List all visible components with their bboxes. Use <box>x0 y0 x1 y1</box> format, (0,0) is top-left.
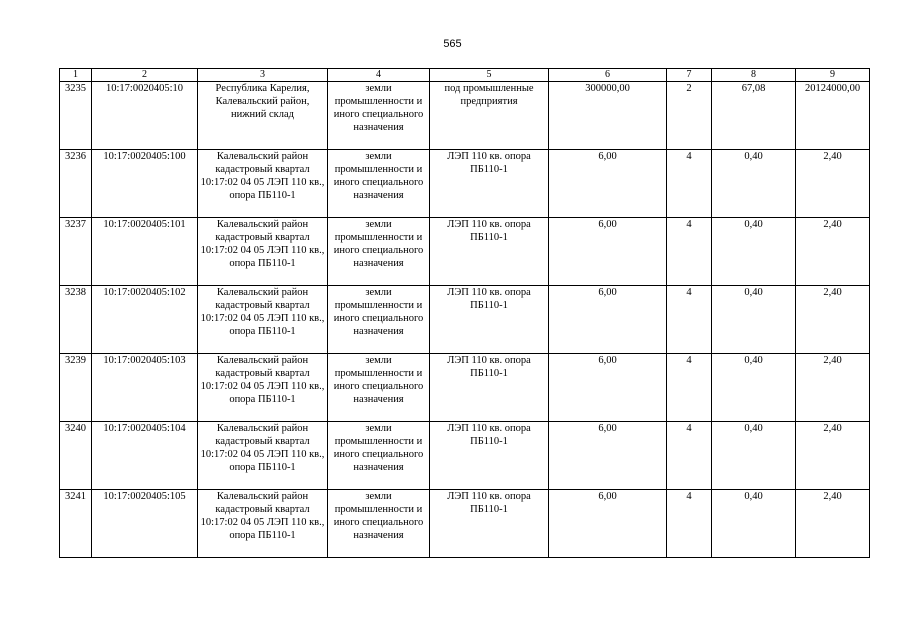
row-number-cell: 3241 <box>60 490 92 558</box>
permitted-use-cell: ЛЭП 110 кв. опора ПБ110-1 <box>430 218 549 286</box>
permitted-use-cell: ЛЭП 110 кв. опора ПБ110-1 <box>430 490 549 558</box>
location-cell: Республика Карелия, Калевальский район, нижний склад <box>198 82 328 150</box>
group-cell: 4 <box>667 354 712 422</box>
land-category-cell: земли промышленности и иного специального назначения <box>328 218 430 286</box>
area-cell: 6,00 <box>549 218 667 286</box>
cadastral-number-cell: 10:17:0020405:105 <box>92 490 198 558</box>
location-cell: Калевальский район кадастровый квартал 10:17:02 04 05 ЛЭП 110 кв., опора ПБ110-1 <box>198 218 328 286</box>
area-cell: 6,00 <box>549 286 667 354</box>
table-row <box>60 490 870 558</box>
cadastral-number-cell: 10:17:0020405:102 <box>92 286 198 354</box>
specific-value-cell: 0,40 <box>712 490 796 558</box>
row-number-cell: 3236 <box>60 150 92 218</box>
cadastral-number-cell: 10:17:0020405:103 <box>92 354 198 422</box>
row-number-cell: 3240 <box>60 422 92 490</box>
table-row <box>60 286 870 354</box>
specific-value-cell: 67,08 <box>712 82 796 150</box>
group-cell: 4 <box>667 150 712 218</box>
cadastral-value-cell: 2,40 <box>796 286 870 354</box>
cadastral-number-cell: 10:17:0020405:101 <box>92 218 198 286</box>
header-cell: 9 <box>796 69 870 82</box>
header-cell: 6 <box>549 69 667 82</box>
header-cell: 3 <box>198 69 328 82</box>
group-cell: 4 <box>667 218 712 286</box>
location-cell: Калевальский район кадастровый квартал 10:17:02 04 05 ЛЭП 110 кв., опора ПБ110-1 <box>198 490 328 558</box>
area-cell: 6,00 <box>549 354 667 422</box>
header-cell: 8 <box>712 69 796 82</box>
header-cell: 7 <box>667 69 712 82</box>
area-cell: 6,00 <box>549 422 667 490</box>
cadastral-value-cell: 2,40 <box>796 218 870 286</box>
land-category-cell: земли промышленности и иного специального назначения <box>328 286 430 354</box>
table-row <box>60 82 870 150</box>
group-cell: 4 <box>667 286 712 354</box>
permitted-use-cell: ЛЭП 110 кв. опора ПБ110-1 <box>430 422 549 490</box>
specific-value-cell: 0,40 <box>712 150 796 218</box>
group-cell: 4 <box>667 490 712 558</box>
specific-value-cell: 0,40 <box>712 422 796 490</box>
header-cell: 4 <box>328 69 430 82</box>
header-cell: 1 <box>60 69 92 82</box>
page-number: 565 <box>443 38 462 50</box>
area-cell: 300000,00 <box>549 82 667 150</box>
cadastral-value-cell: 20124000,00 <box>796 82 870 150</box>
table-row <box>60 422 870 490</box>
specific-value-cell: 0,40 <box>712 218 796 286</box>
land-category-cell: земли промышленности и иного специального назначения <box>328 82 430 150</box>
land-registry-table <box>59 68 870 558</box>
row-number-cell: 3235 <box>60 82 92 150</box>
permitted-use-cell: ЛЭП 110 кв. опора ПБ110-1 <box>430 150 549 218</box>
location-cell: Калевальский район кадастровый квартал 10:17:02 04 05 ЛЭП 110 кв., опора ПБ110-1 <box>198 354 328 422</box>
group-cell: 2 <box>667 82 712 150</box>
header-cell: 2 <box>92 69 198 82</box>
permitted-use-cell: ЛЭП 110 кв. опора ПБ110-1 <box>430 286 549 354</box>
cadastral-number-cell: 10:17:0020405:10 <box>92 82 198 150</box>
location-cell: Калевальский район кадастровый квартал 10:17:02 04 05 ЛЭП 110 кв., опора ПБ110-1 <box>198 150 328 218</box>
land-category-cell: земли промышленности и иного специального назначения <box>328 354 430 422</box>
header-cell: 5 <box>430 69 549 82</box>
row-number-cell: 3239 <box>60 354 92 422</box>
header-row <box>60 69 870 82</box>
location-cell: Калевальский район кадастровый квартал 10:17:02 04 05 ЛЭП 110 кв., опора ПБ110-1 <box>198 286 328 354</box>
land-category-cell: земли промышленности и иного специального назначения <box>328 422 430 490</box>
cadastral-number-cell: 10:17:0020405:104 <box>92 422 198 490</box>
cadastral-number-cell: 10:17:0020405:100 <box>92 150 198 218</box>
land-category-cell: земли промышленности и иного специального назначения <box>328 150 430 218</box>
table-row <box>60 218 870 286</box>
location-cell: Калевальский район кадастровый квартал 10:17:02 04 05 ЛЭП 110 кв., опора ПБ110-1 <box>198 422 328 490</box>
table-row <box>60 150 870 218</box>
specific-value-cell: 0,40 <box>712 354 796 422</box>
area-cell: 6,00 <box>549 490 667 558</box>
cadastral-value-cell: 2,40 <box>796 490 870 558</box>
permitted-use-cell: ЛЭП 110 кв. опора ПБ110-1 <box>430 354 549 422</box>
row-number-cell: 3238 <box>60 286 92 354</box>
group-cell: 4 <box>667 422 712 490</box>
cadastral-value-cell: 2,40 <box>796 150 870 218</box>
cadastral-value-cell: 2,40 <box>796 422 870 490</box>
row-number-cell: 3237 <box>60 218 92 286</box>
area-cell: 6,00 <box>549 150 667 218</box>
land-category-cell: земли промышленности и иного специального назначения <box>328 490 430 558</box>
permitted-use-cell: под промышленные предприятия <box>430 82 549 150</box>
specific-value-cell: 0,40 <box>712 286 796 354</box>
cadastral-value-cell: 2,40 <box>796 354 870 422</box>
table-row <box>60 354 870 422</box>
